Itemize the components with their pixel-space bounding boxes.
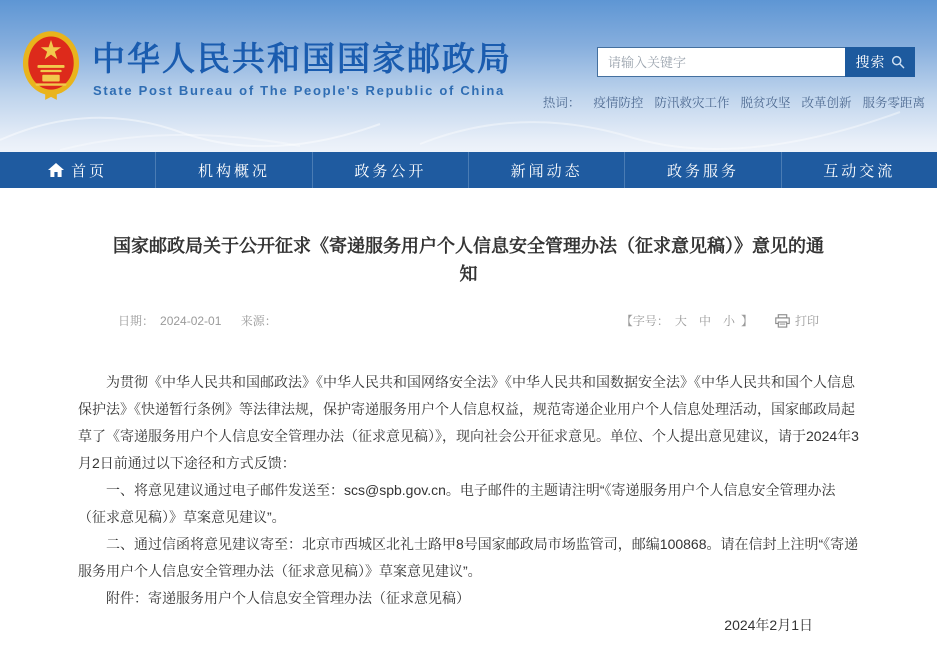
article-meta-right — [621, 312, 819, 329]
article-body — [78, 369, 859, 639]
source-label: 来源： — [240, 314, 277, 328]
nav-item-gov-services[interactable] — [624, 152, 780, 188]
article-paragraph: 一、将意见建议通过电子邮件发送至：scs@spb.gov.cn。电子邮件的主题请注明“《寄递服务用户个人信息安全管理办法（征求意见稿）》草案意见建议”。 — [78, 482, 836, 525]
national-emblem-logo — [22, 30, 80, 102]
attachment-line: 附件：寄递服务用户个人信息安全管理办法（征求意见稿） — [106, 590, 470, 606]
article-content — [0, 188, 937, 639]
site-subtitle-en: State Post Bureau of The People's Republic of China — [93, 83, 505, 98]
hot-words-label: 热词： — [542, 96, 581, 110]
nav-item-label: 互动交流 — [823, 162, 896, 180]
house-icon — [48, 163, 64, 177]
site-title: 中华人民共和国国家邮政局 — [92, 40, 512, 77]
print-button[interactable] — [775, 312, 819, 329]
nav-item-home[interactable] — [0, 152, 155, 188]
hot-word-link[interactable]: 脱贫攻坚 — [740, 96, 791, 110]
hot-word-link[interactable]: 服务零距离 — [862, 96, 925, 110]
printer-icon — [775, 314, 790, 328]
search-input[interactable] — [597, 47, 845, 77]
article-paragraph: 为贯彻《中华人民共和国邮政法》《中华人民共和国网络安全法》《中华人民共和国数据安全法》《中华人民共和国个人信息保护法》《快递暂行条例》等法律法规，保护寄递服务用户个人信息权益，规范寄递企业用户个人信息处理活动，国家邮政局起草了《寄递服务用户个人信息安全管理办法（征求意见稿）》，现向社会公开征求意见。单位、个人提出意见建议，请于2024年3月2日前通过以下途径和方式反馈： — [78, 374, 859, 471]
fontsize-large-button[interactable]: 大 — [674, 314, 687, 328]
nav-item-organization[interactable] — [155, 152, 311, 188]
nav-item-label: 首页 — [71, 162, 108, 180]
article-meta-left — [118, 312, 283, 329]
nav-item-label: 政务服务 — [666, 162, 739, 180]
article-title: 国家邮政局关于公开征求《寄递服务用户个人信息安全管理办法（征求意见稿）》意见的通知 — [113, 236, 824, 284]
article-meta-row — [118, 312, 819, 329]
nav-item-label: 政务公开 — [354, 162, 427, 180]
print-label: 打印 — [794, 314, 819, 328]
hot-words-bar — [543, 93, 925, 111]
fontsize-suffix: 】 — [740, 314, 753, 328]
article-date: 2024-02-01 — [160, 314, 222, 328]
fontsize-prefix: 【字号： — [620, 314, 669, 328]
nav-item-label: 机构概况 — [197, 162, 270, 180]
article-paragraph: 二、通过信函将意见建议寄至：北京市西城区北礼士路甲8号国家邮政局市场监管司，邮编100868。请在信封上注明“《寄递服务用户个人信息安全管理办法（征求意见稿）》草案意见建议”。 — [78, 536, 859, 579]
sign-date: 2024年2月1日 — [724, 617, 813, 633]
search-button[interactable] — [845, 47, 915, 77]
hot-word-link[interactable]: 疫情防控 — [593, 96, 644, 110]
fontsize-medium-button[interactable]: 中 — [698, 314, 711, 328]
nav-item-interaction[interactable] — [781, 152, 937, 188]
site-header — [0, 0, 937, 152]
fontsize-small-button[interactable]: 小 — [722, 314, 735, 328]
date-label: 日期： — [118, 314, 155, 328]
search-button-label: 搜索 — [855, 54, 886, 70]
search-box — [597, 47, 915, 77]
nav-item-gov-disclosure[interactable] — [312, 152, 468, 188]
nav-item-label: 新闻动态 — [510, 162, 583, 180]
magnifier-icon — [891, 55, 905, 69]
hot-word-link[interactable]: 防汛救灾工作 — [654, 96, 730, 110]
hot-word-link[interactable]: 改革创新 — [801, 96, 852, 110]
nav-item-news[interactable] — [468, 152, 624, 188]
main-navigation — [0, 152, 937, 188]
